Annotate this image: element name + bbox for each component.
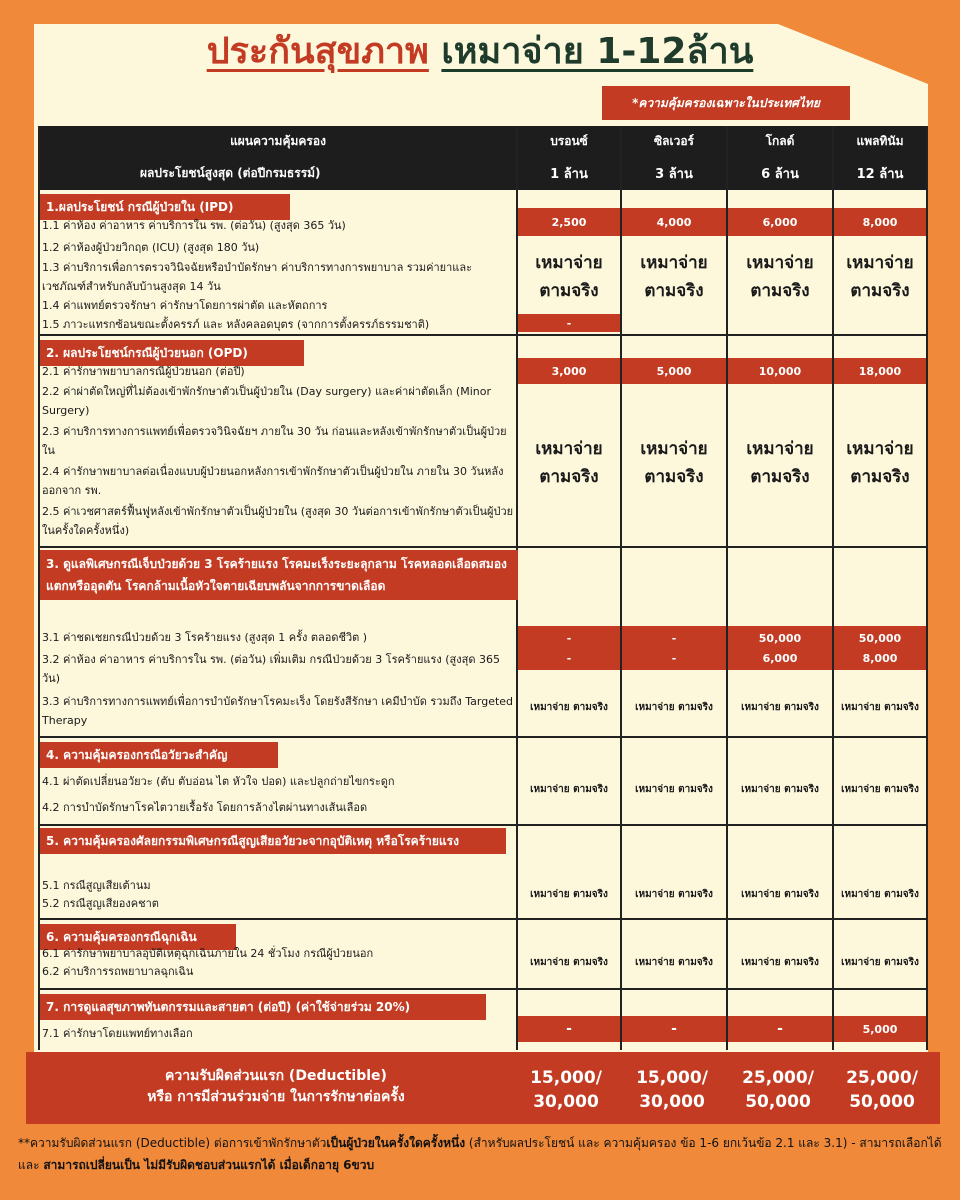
critical-room-bronze: -	[566, 651, 572, 665]
critical-cancer-gold: เหมาจ่าย ตามจริง	[741, 702, 819, 713]
emergency-bronze: เหมาจ่าย ตามจริง	[530, 957, 608, 968]
dental-gold: -	[728, 1016, 832, 1042]
plan-amount-silver: 3 ล้าน	[655, 166, 693, 182]
section-divider	[40, 824, 926, 826]
page-title	[0, 28, 960, 76]
critical-item-1: 3.1 ค่าชดเชยกรณีป่วยด้วย 3 โรคร้ายแรง (สูงสุด 1 ครั้ง ตลอดชีวิต )	[42, 631, 368, 644]
emergency-silver: เหมาจ่าย ตามจริง	[635, 957, 713, 968]
surgery-item-1: 5.1 กรณีสูญเสียเต้านม	[42, 879, 151, 892]
benefit-table	[38, 126, 928, 1050]
footnote	[18, 1132, 948, 1176]
plan-amount-gold: 6 ล้าน	[761, 166, 799, 182]
organ-platinum: เหมาจ่าย ตามจริง	[841, 784, 919, 795]
critical-room-gold: 6,000	[762, 651, 798, 665]
critical-comp-silver: -	[671, 631, 677, 645]
plan-label: แผนความคุ้มครอง	[230, 133, 326, 148]
plan-name-gold: โกลด์	[765, 133, 795, 148]
dental-platinum: 5,000	[834, 1016, 926, 1042]
opd-item-4: 2.4 ค่ารักษาพยาบาลต่อเนื่องแบบผู้ป่วยนอกหลังการเข้าพักรักษาตัวเป็นผู้ป่วยใน ภายใน 30 วันหลังออกจาก รพ.	[42, 465, 504, 497]
deductible-line2: หรือ การมีส่วนร่วมจ่าย ในการรักษาต่อครั้ง	[147, 1089, 405, 1105]
ipd-room-silver: 4,000	[622, 208, 726, 236]
surgery-gold: เหมาจ่าย ตามจริง	[741, 889, 819, 900]
title-part2: เหมาจ่าย 1-12ล้าน	[441, 31, 754, 72]
footnote-part1: **ความรับผิดส่วนแรก (Deductible) ต่อการเข้าพักรักษาตัว	[18, 1136, 327, 1150]
title-part1: ประกันสุขภาพ	[206, 31, 429, 72]
ipd-room-bronze: 2,500	[518, 208, 620, 236]
critical-item-3: 3.3 ค่าบริการทางการแพทย์เพื่อการบำบัดรักษาโรคมะเร็ง โดยรังสีรักษา เคมีบำบัด รวมถึง Targeted Therapy	[42, 695, 514, 727]
emergency-gold: เหมาจ่าย ตามจริง	[741, 957, 819, 968]
section-dental-title: 7. การดูแลสุขภาพทันตกรรมและสายตา (ต่อปี) (ค่าใช้จ่ายร่วม 20%)	[40, 994, 486, 1020]
section-emergency-title: 6. ความคุ้มครองกรณีฉุกเฉิน	[40, 924, 236, 950]
critical-cancer-silver: เหมาจ่าย ตามจริง	[635, 702, 713, 713]
opd-item-5: 2.5 ค่าเวชศาสตร์ฟื้นฟูหลังเข้าพักรักษาตัวเป็นผู้ป่วยใน (สูงสุด 30 วันต่อการเข้าพักรักษาตัวเป็นผู้ป่วยในครั้งใดครั้งหนึ่ง)	[42, 505, 514, 537]
section-divider	[40, 736, 926, 738]
coverage-badge: *ความคุ้มครองเฉพาะในประเทศไทย	[602, 86, 850, 120]
section-ipd-title: 1.ผลประโยชน์ กรณีผู้ป่วยใน (IPD)	[40, 194, 290, 220]
emergency-platinum: เหมาจ่าย ตามจริง	[841, 957, 919, 968]
organ-gold: เหมาจ่าย ตามจริง	[741, 784, 819, 795]
deductible-silver: 15,000/ 30,000	[636, 1068, 708, 1112]
plan-amount-bronze: 1 ล้าน	[550, 166, 588, 182]
opd-item-2: 2.2 ค่าผ่าตัดใหญ่ที่ไม่ต้องเข้าพักรักษาตัวเป็นผู้ป่วยใน (Day surgery) และค่าผ่าตัดเล็ก (Minor Surgery)	[42, 385, 491, 417]
opd-item-1: 2.1 ค่ารักษาพยาบาลกรณีผู้ป่วยนอก (ต่อปี)	[42, 365, 245, 378]
plan-name-silver: ซิลเวอร์	[654, 133, 694, 148]
organ-silver: เหมาจ่าย ตามจริง	[635, 784, 713, 795]
surgery-platinum: เหมาจ่าย ตามจริง	[841, 889, 919, 900]
ipd-room-platinum: 8,000	[834, 208, 926, 236]
critical-comp-gold: 50,000	[758, 631, 802, 645]
critical-comp-bronze: -	[566, 631, 572, 645]
dental-silver: -	[622, 1016, 726, 1042]
organ-item-2: 4.2 การบำบัดรักษาโรคไตวายเรื้อรัง โดยการล้างไตผ่านทางเส้นเลือด	[42, 801, 368, 814]
section-divider	[40, 918, 926, 920]
dental-bronze: -	[518, 1016, 620, 1042]
plan-name-platinum: แพลทินัม	[856, 133, 904, 148]
opd-gold: 10,000	[728, 358, 832, 384]
deductible-label	[26, 1066, 526, 1108]
critical-room-silver: -	[671, 651, 677, 665]
surgery-bronze: เหมาจ่าย ตามจริง	[530, 889, 608, 900]
surgery-silver: เหมาจ่าย ตามจริง	[635, 889, 713, 900]
ipd-flat-bronze: เหมาจ่าย ตามจริง	[535, 253, 603, 301]
footnote-part2: (สำหรับผลประโยชน์ และ ความคุ้มครอง ข้อ 1-6 ยกเว้นข้อ 2.1 และ 3.1) - สามารถเลือกได้ และ	[18, 1136, 942, 1172]
deductible-gold: 25,000/ 50,000	[742, 1068, 814, 1112]
ipd-item-1: 1.1 ค่าห้อง ค่าอาหาร ค่าบริการใน รพ. (ต่อวัน) (สูงสุด 365 วัน)	[42, 219, 346, 232]
emergency-item-2: 6.2 ค่าบริการรถพยาบาลฉุกเฉิน	[42, 965, 194, 978]
ipd-item-2: 1.2 ค่าห้องผู้ป่วยวิกฤต (ICU) (สูงสุด 180 วัน)	[42, 241, 260, 254]
ipd-flat-gold: เหมาจ่าย ตามจริง	[746, 253, 814, 301]
organ-bronze: เหมาจ่าย ตามจริง	[530, 784, 608, 795]
opd-silver: 5,000	[622, 358, 726, 384]
surgery-item-2: 5.2 กรณีสูญเสียองคชาต	[42, 897, 159, 910]
plan-amount-platinum: 12 ล้าน	[856, 166, 904, 182]
ipd-item-3: 1.3 ค่าบริการเพื่อการตรวจวินิจฉัยหรือบำบัดรักษา ค่าบริการทางการพยาบาล รวมค่ายาและเวชภัณฑ์สำหรับกลับบ้านสูงสุด 14 วัน	[42, 261, 473, 293]
critical-cancer-bronze: เหมาจ่าย ตามจริง	[530, 702, 608, 713]
opd-item-3: 2.3 ค่าบริการทางการแพทย์เพื่อตรวจวินิจฉัยฯ ภายใน 30 วัน ก่อนและหลังเข้าพักรักษาตัวเป็นผู้ป่วยใน	[42, 425, 507, 457]
organ-item-1: 4.1 ผ่าตัดเปลี่ยนอวัยวะ (ตับ ตับอ่อน ไต หัวใจ ปอด) และปลูกถ่ายไขกระดูก	[42, 775, 395, 788]
ipd-item-4: 1.4 ค่าแพทย์ตรวจรักษา ค่ารักษาโดยการผ่าตัด และหัตถการ	[42, 299, 328, 312]
deductible-band	[26, 1052, 940, 1124]
critical-item-2: 3.2 ค่าห้อง ค่าอาหาร ค่าบริการใน รพ. (ต่อวัน) เพิ่มเติม กรณีป่วยด้วย 3 โรคร้ายแรง (สูงสุด 365 วัน)	[42, 653, 500, 685]
section-divider	[40, 988, 926, 990]
critical-comp-platinum: 50,000	[858, 631, 902, 645]
opd-flat-gold: เหมาจ่าย ตามจริง	[746, 439, 814, 487]
plan-name-bronze: บรอนซ์	[550, 133, 588, 148]
critical-cancer-platinum: เหมาจ่าย ตามจริง	[841, 702, 919, 713]
deductible-platinum: 25,000/ 50,000	[846, 1068, 918, 1112]
footnote-bold1: เป็นผู้ป่วยในครั้งใดครั้งหนึ่ง	[326, 1136, 466, 1150]
ipd-room-gold: 6,000	[728, 208, 832, 236]
section-surgery-title: 5. ความคุ้มครองศัลยกรรมพิเศษกรณีสูญเสียอวัยวะจากอุบัติเหตุ หรือโรคร้ายแรง	[40, 828, 506, 854]
plan-header-row	[40, 126, 926, 156]
deductible-bronze: 15,000/ 30,000	[530, 1068, 602, 1112]
benefit-header-row	[40, 156, 926, 190]
opd-bronze: 3,000	[518, 358, 620, 384]
ipd-pregnancy-bronze: -	[518, 314, 620, 332]
section-divider	[40, 546, 926, 548]
dental-item-1: 7.1 ค่ารักษาโดยแพทย์ทางเลือก	[42, 1027, 193, 1040]
opd-platinum: 18,000	[834, 358, 926, 384]
section-divider	[40, 334, 926, 336]
ipd-flat-platinum: เหมาจ่าย ตามจริง	[846, 253, 914, 301]
opd-flat-silver: เหมาจ่าย ตามจริง	[640, 439, 708, 487]
ipd-item-5: 1.5 ภาวะแทรกซ้อนขณะตั้งครรภ์ และ หลังคลอดบุตร (จากการตั้งครรภ์ธรรมชาติ)	[42, 318, 430, 331]
emergency-item-1: 6.1 ค่ารักษาพยาบาลอุบัติเหตุฉุกเฉินภายใน 24 ชั่วโมง กรณีผู้ป่วยนอก	[42, 947, 374, 960]
ipd-flat-silver: เหมาจ่าย ตามจริง	[640, 253, 708, 301]
deductible-line1: ความรับผิดส่วนแรก (Deductible)	[165, 1068, 387, 1084]
opd-flat-platinum: เหมาจ่าย ตามจริง	[846, 439, 914, 487]
section-organ-title: 4. ความคุ้มครองกรณีอวัยวะสำคัญ	[40, 742, 278, 768]
section-opd-title: 2. ผลประโยชน์กรณีผู้ป่วยนอก (OPD)	[40, 340, 304, 366]
footnote-bold2: สามารถเปลี่ยนเป็น ไม่มีรับผิดชอบส่วนแรกได้ เมื่อเด็กอายุ 6ขวบ	[43, 1158, 375, 1172]
opd-flat-bronze: เหมาจ่าย ตามจริง	[535, 439, 603, 487]
critical-room-platinum: 8,000	[862, 651, 898, 665]
section-critical-title: 3. ดูแลพิเศษกรณีเจ็บป่วยด้วย 3 โรคร้ายแรง โรคมะเร็งระยะลุกลาม โรคหลอดเลือดสมองแตกหรืออุดตัน โรคกล้ามเนื้อหัวใจตายเฉียบพลันจากการขาดเลือด	[40, 550, 518, 600]
benefit-label: ผลประโยชน์สูงสุด (ต่อปีกรมธรรม์)	[140, 165, 321, 180]
